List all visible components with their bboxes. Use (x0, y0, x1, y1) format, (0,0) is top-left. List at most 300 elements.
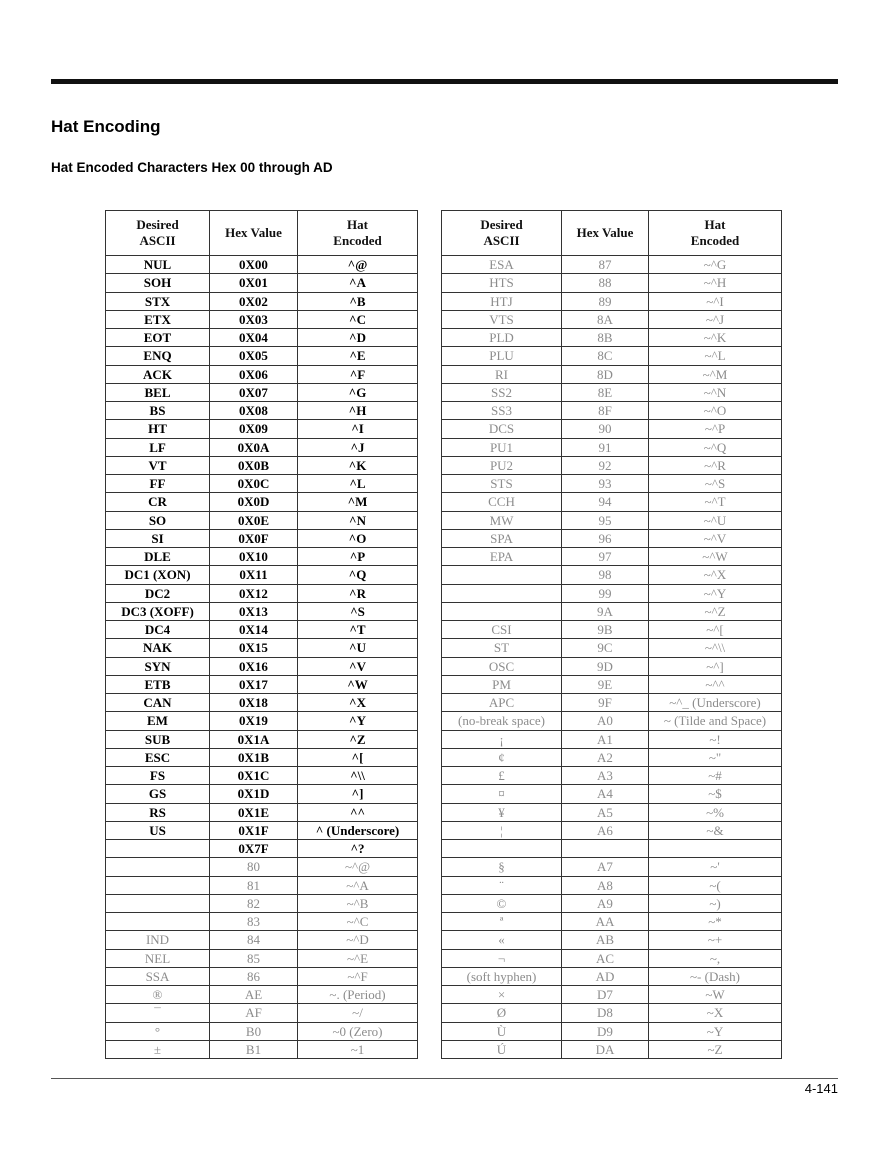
cell-hex-value: 87 (562, 256, 649, 274)
table-row (442, 584, 782, 602)
cell-hat-encoded: ^[ (298, 748, 418, 766)
cell-desired-ascii: ACK (106, 365, 210, 383)
cell-hat-encoded: ^^ (298, 803, 418, 821)
table-row (442, 767, 782, 785)
cell-hat-encoded: ^Y (298, 712, 418, 730)
table-row (106, 511, 418, 529)
cell-desired-ascii: £ (442, 767, 562, 785)
table-row (106, 730, 418, 748)
cell-hex-value: AC (562, 949, 649, 967)
table-row (442, 639, 782, 657)
cell-hex-value: 0X0D (210, 493, 298, 511)
cell-hat-encoded: ~^[ (649, 621, 782, 639)
cell-desired-ascii: HTJ (442, 292, 562, 310)
cell-hat-encoded: ^Q (298, 566, 418, 584)
table-row (442, 383, 782, 401)
header-hex-value (210, 211, 298, 256)
cell-hat-encoded: ^V (298, 657, 418, 675)
cell-desired-ascii: ESA (442, 256, 562, 274)
cell-hex-value: 9F (562, 694, 649, 712)
cell-hat-encoded: ^ (Underscore) (298, 821, 418, 839)
cell-desired-ascii: EM (106, 712, 210, 730)
cell-hex-value: AA (562, 913, 649, 931)
cell-hex-value: 0X06 (210, 365, 298, 383)
table-row (442, 438, 782, 456)
cell-hex-value: 86 (210, 967, 298, 985)
cell-desired-ascii: GS (106, 785, 210, 803)
table-row (106, 675, 418, 693)
cell-desired-ascii (442, 566, 562, 584)
cell-hat-encoded: ^C (298, 310, 418, 328)
cell-hex-value: B0 (210, 1022, 298, 1040)
cell-hex-value: 82 (210, 894, 298, 912)
table-row (442, 785, 782, 803)
table-row (106, 493, 418, 511)
table-row (106, 1040, 418, 1058)
cell-desired-ascii: LF (106, 438, 210, 456)
cell-hex-value: 0X18 (210, 694, 298, 712)
cell-hex-value: 0X7F (210, 840, 298, 858)
cell-desired-ascii: PLU (442, 347, 562, 365)
cell-hex-value: 88 (562, 274, 649, 292)
cell-hat-encoded: ~) (649, 894, 782, 912)
cell-hat-encoded: ~^W (649, 548, 782, 566)
table-row (106, 712, 418, 730)
cell-hat-encoded: ~^K (649, 329, 782, 347)
cell-hat-encoded: ^T (298, 621, 418, 639)
cell-desired-ascii: (no-break space) (442, 712, 562, 730)
cell-hat-encoded: ^D (298, 329, 418, 347)
cell-hex-value: 0X19 (210, 712, 298, 730)
table-row (442, 913, 782, 931)
cell-hat-encoded: ~^U (649, 511, 782, 529)
cell-hat-encoded: ~^C (298, 913, 418, 931)
cell-hex-value (562, 840, 649, 858)
cell-desired-ascii (442, 584, 562, 602)
cell-hat-encoded: ^G (298, 383, 418, 401)
cell-hat-encoded: ~& (649, 821, 782, 839)
table-row (106, 475, 418, 493)
header-line: Hat (347, 217, 368, 232)
cell-desired-ascii: SUB (106, 730, 210, 748)
cell-desired-ascii: DLE (106, 548, 210, 566)
cell-hat-encoded: ~^J (649, 310, 782, 328)
table-row (106, 548, 418, 566)
table-row (106, 365, 418, 383)
cell-desired-ascii: CSI (442, 621, 562, 639)
header-line: Hex Value (225, 225, 282, 240)
cell-hex-value: 0X08 (210, 402, 298, 420)
table-row (106, 913, 418, 931)
cell-hex-value: 0X09 (210, 420, 298, 438)
cell-hex-value: 0X0E (210, 511, 298, 529)
table-row (442, 256, 782, 274)
cell-desired-ascii: © (442, 894, 562, 912)
cell-hex-value: 83 (210, 913, 298, 931)
cell-hex-value: 0X10 (210, 548, 298, 566)
cell-hat-encoded: ^I (298, 420, 418, 438)
header-desired-ascii (442, 211, 562, 256)
cell-desired-ascii: SI (106, 529, 210, 547)
header-hex-value (562, 211, 649, 256)
cell-desired-ascii: STX (106, 292, 210, 310)
cell-hex-value: 90 (562, 420, 649, 438)
table-row (442, 931, 782, 949)
table-row (442, 840, 782, 858)
cell-desired-ascii: EPA (442, 548, 562, 566)
cell-desired-ascii: SOH (106, 274, 210, 292)
table-row (442, 548, 782, 566)
table-row (106, 621, 418, 639)
table-row (106, 949, 418, 967)
cell-desired-ascii: DC1 (XON) (106, 566, 210, 584)
cell-desired-ascii (106, 876, 210, 894)
cell-desired-ascii: IND (106, 931, 210, 949)
table-row (442, 420, 782, 438)
hat-encoding-table-right (441, 210, 782, 1059)
table-row (442, 274, 782, 292)
cell-hat-encoded: ^M (298, 493, 418, 511)
cell-desired-ascii: SSA (106, 967, 210, 985)
cell-hex-value: 85 (210, 949, 298, 967)
cell-hex-value: B1 (210, 1040, 298, 1058)
table-row (106, 931, 418, 949)
cell-hat-encoded: ~^Y (649, 584, 782, 602)
table-row (106, 566, 418, 584)
cell-hat-encoded: ~^P (649, 420, 782, 438)
cell-hex-value: A1 (562, 730, 649, 748)
cell-hex-value: 0X1D (210, 785, 298, 803)
header-hat-encoded (649, 211, 782, 256)
cell-desired-ascii: STS (442, 475, 562, 493)
table-row (106, 292, 418, 310)
cell-hat-encoded: ~Z (649, 1040, 782, 1058)
cell-hat-encoded: ^E (298, 347, 418, 365)
cell-desired-ascii: ¤ (442, 785, 562, 803)
table-row (106, 420, 418, 438)
cell-hex-value: 0X03 (210, 310, 298, 328)
cell-hat-encoded: ~- (Dash) (649, 967, 782, 985)
cell-desired-ascii: SS3 (442, 402, 562, 420)
cell-hex-value: 80 (210, 858, 298, 876)
cell-hex-value: 0X0B (210, 456, 298, 474)
cell-hex-value: 8E (562, 383, 649, 401)
table-row (442, 566, 782, 584)
cell-hat-encoded: ~X (649, 1004, 782, 1022)
cell-hat-encoded: ~^M (649, 365, 782, 383)
table-header-row (442, 211, 782, 256)
cell-desired-ascii: NAK (106, 639, 210, 657)
cell-hat-encoded: ^W (298, 675, 418, 693)
table-row (106, 310, 418, 328)
table-row (442, 402, 782, 420)
table-row (106, 438, 418, 456)
table-row (442, 1022, 782, 1040)
cell-hex-value: 98 (562, 566, 649, 584)
table-row (106, 529, 418, 547)
cell-desired-ascii: HTS (442, 274, 562, 292)
table-row (106, 1022, 418, 1040)
table-row (442, 456, 782, 474)
cell-hat-encoded: ~Y (649, 1022, 782, 1040)
cell-desired-ascii: SPA (442, 529, 562, 547)
cell-hex-value: AD (562, 967, 649, 985)
cell-desired-ascii (106, 858, 210, 876)
cell-hex-value: A7 (562, 858, 649, 876)
cell-desired-ascii: EOT (106, 329, 210, 347)
cell-desired-ascii: ¦ (442, 821, 562, 839)
table-row (442, 1004, 782, 1022)
cell-hat-encoded: ~ (Tilde and Space) (649, 712, 782, 730)
cell-hat-encoded: ~^N (649, 383, 782, 401)
cell-desired-ascii (442, 602, 562, 620)
cell-hat-encoded: ~^V (649, 529, 782, 547)
cell-desired-ascii: SO (106, 511, 210, 529)
cell-hat-encoded: ~" (649, 748, 782, 766)
cell-desired-ascii: ESC (106, 748, 210, 766)
cell-hat-encoded: ~^I (649, 292, 782, 310)
cell-desired-ascii: ETB (106, 675, 210, 693)
cell-hex-value: 0X01 (210, 274, 298, 292)
cell-hat-encoded: ^K (298, 456, 418, 474)
cell-hat-encoded: ^N (298, 511, 418, 529)
cell-hex-value: 96 (562, 529, 649, 547)
cell-hex-value: AB (562, 931, 649, 949)
table-row (106, 383, 418, 401)
cell-hex-value: D8 (562, 1004, 649, 1022)
cell-hat-encoded: ^H (298, 402, 418, 420)
cell-hat-encoded: ~$ (649, 785, 782, 803)
cell-desired-ascii (106, 894, 210, 912)
cell-hex-value: 0X1A (210, 730, 298, 748)
cell-hex-value: 99 (562, 584, 649, 602)
cell-hat-encoded: ~% (649, 803, 782, 821)
header-line: Encoded (690, 233, 740, 248)
table-row (106, 256, 418, 274)
cell-desired-ascii: Ø (442, 1004, 562, 1022)
table-row (442, 511, 782, 529)
cell-hat-encoded: ~! (649, 730, 782, 748)
table-row (442, 347, 782, 365)
cell-desired-ascii (442, 840, 562, 858)
cell-desired-ascii: SYN (106, 657, 210, 675)
cell-hex-value: A9 (562, 894, 649, 912)
cell-hex-value: 0X04 (210, 329, 298, 347)
cell-desired-ascii: ¡ (442, 730, 562, 748)
cell-hat-encoded: ~0 (Zero) (298, 1022, 418, 1040)
cell-hat-encoded: ~' (649, 858, 782, 876)
cell-desired-ascii: ST (442, 639, 562, 657)
cell-hat-encoded: ~^D (298, 931, 418, 949)
cell-hat-encoded: ^? (298, 840, 418, 858)
table-row (106, 986, 418, 1004)
cell-hex-value: 84 (210, 931, 298, 949)
cell-hat-encoded: ^O (298, 529, 418, 547)
cell-hat-encoded: ~^G (649, 256, 782, 274)
cell-desired-ascii: ° (106, 1022, 210, 1040)
cell-desired-ascii: US (106, 821, 210, 839)
cell-hat-encoded: ^S (298, 602, 418, 620)
cell-hex-value: 0X1C (210, 767, 298, 785)
table-row (106, 602, 418, 620)
cell-desired-ascii: DC3 (XOFF) (106, 602, 210, 620)
table-row (106, 840, 418, 858)
table-row (442, 529, 782, 547)
table-row (442, 821, 782, 839)
cell-desired-ascii: (soft hyphen) (442, 967, 562, 985)
cell-hat-encoded (649, 840, 782, 858)
table-row (106, 274, 418, 292)
table-row (442, 475, 782, 493)
cell-hat-encoded: ^L (298, 475, 418, 493)
table-row (442, 694, 782, 712)
cell-desired-ascii: DC4 (106, 621, 210, 639)
header-line: Desired (136, 217, 179, 232)
cell-hat-encoded: ^F (298, 365, 418, 383)
cell-hex-value: 94 (562, 493, 649, 511)
cell-hex-value: A6 (562, 821, 649, 839)
page-subtitle: Hat Encoded Characters Hex 00 through AD (51, 160, 333, 175)
cell-hat-encoded: ~W (649, 986, 782, 1004)
cell-hat-encoded: ~^A (298, 876, 418, 894)
cell-hat-encoded: ~^F (298, 967, 418, 985)
table-row (106, 584, 418, 602)
cell-desired-ascii: CAN (106, 694, 210, 712)
table-header-row (106, 211, 418, 256)
cell-desired-ascii: MW (442, 511, 562, 529)
cell-desired-ascii: NUL (106, 256, 210, 274)
table-row (106, 402, 418, 420)
header-desired-ascii (106, 211, 210, 256)
table-row (442, 292, 782, 310)
table-row (442, 748, 782, 766)
cell-hat-encoded: ~. (Period) (298, 986, 418, 1004)
cell-hex-value: 0X14 (210, 621, 298, 639)
cell-hex-value: A3 (562, 767, 649, 785)
cell-desired-ascii (106, 913, 210, 931)
cell-hex-value: AE (210, 986, 298, 1004)
table-row (106, 1004, 418, 1022)
cell-desired-ascii: SS2 (442, 383, 562, 401)
cell-desired-ascii: FF (106, 475, 210, 493)
cell-hat-encoded: ^P (298, 548, 418, 566)
table-row (106, 821, 418, 839)
table-row (442, 329, 782, 347)
cell-hex-value: 0X0A (210, 438, 298, 456)
table-row (442, 894, 782, 912)
cell-desired-ascii: Ù (442, 1022, 562, 1040)
cell-hex-value: 9A (562, 602, 649, 620)
cell-hex-value: 92 (562, 456, 649, 474)
cell-desired-ascii: RI (442, 365, 562, 383)
cell-hat-encoded: ~* (649, 913, 782, 931)
cell-desired-ascii: RS (106, 803, 210, 821)
cell-hex-value: 0X12 (210, 584, 298, 602)
cell-desired-ascii: OSC (442, 657, 562, 675)
cell-desired-ascii: × (442, 986, 562, 1004)
header-line: Hat (704, 217, 726, 232)
cell-desired-ascii: ETX (106, 310, 210, 328)
cell-desired-ascii: FS (106, 767, 210, 785)
cell-desired-ascii: ¬ (442, 949, 562, 967)
table-row (442, 803, 782, 821)
cell-hat-encoded: ~+ (649, 931, 782, 949)
header-line: ASCII (483, 233, 520, 248)
cell-hat-encoded: ^\\ (298, 767, 418, 785)
cell-hex-value: 0X17 (210, 675, 298, 693)
table-row (106, 876, 418, 894)
cell-hat-encoded: ^@ (298, 256, 418, 274)
cell-desired-ascii: CR (106, 493, 210, 511)
cell-desired-ascii: VTS (442, 310, 562, 328)
cell-desired-ascii: DC2 (106, 584, 210, 602)
cell-desired-ascii: HT (106, 420, 210, 438)
cell-hat-encoded: ~1 (298, 1040, 418, 1058)
table-row (442, 730, 782, 748)
cell-desired-ascii: ¨ (442, 876, 562, 894)
cell-hex-value: 93 (562, 475, 649, 493)
table-row (106, 639, 418, 657)
cell-hat-encoded: ~^^ (649, 675, 782, 693)
cell-desired-ascii: « (442, 931, 562, 949)
table-row (442, 858, 782, 876)
cell-hex-value: 0X16 (210, 657, 298, 675)
cell-desired-ascii: BEL (106, 383, 210, 401)
cell-hex-value: 9D (562, 657, 649, 675)
cell-hex-value: 95 (562, 511, 649, 529)
cell-hex-value: 0X1B (210, 748, 298, 766)
cell-hex-value: 0X13 (210, 602, 298, 620)
cell-hex-value: A0 (562, 712, 649, 730)
cell-hat-encoded: ~^B (298, 894, 418, 912)
cell-hat-encoded: ^A (298, 274, 418, 292)
cell-hex-value: 0X02 (210, 292, 298, 310)
header-line: Desired (480, 217, 523, 232)
cell-hat-encoded: ~^] (649, 657, 782, 675)
cell-hat-encoded: ^Z (298, 730, 418, 748)
cell-desired-ascii: APC (442, 694, 562, 712)
cell-hex-value: 0X07 (210, 383, 298, 401)
table-row (442, 621, 782, 639)
cell-hat-encoded: ~^R (649, 456, 782, 474)
cell-hex-value: 81 (210, 876, 298, 894)
cell-hex-value: 0X11 (210, 566, 298, 584)
cell-hex-value: 0X1E (210, 803, 298, 821)
cell-hat-encoded: ~/ (298, 1004, 418, 1022)
cell-desired-ascii: ¯ (106, 1004, 210, 1022)
cell-desired-ascii: NEL (106, 949, 210, 967)
page-title: Hat Encoding (51, 117, 161, 136)
footer-rule (51, 1078, 838, 1079)
table-row (106, 329, 418, 347)
table-row (442, 493, 782, 511)
hat-encoding-table-left (105, 210, 418, 1059)
cell-hex-value: 91 (562, 438, 649, 456)
cell-hat-encoded: ~^\\ (649, 639, 782, 657)
table-row (106, 858, 418, 876)
cell-hex-value: D9 (562, 1022, 649, 1040)
cell-hex-value: 0X15 (210, 639, 298, 657)
cell-hat-encoded: ~^E (298, 949, 418, 967)
table-row (106, 657, 418, 675)
cell-desired-ascii: VT (106, 456, 210, 474)
cell-hat-encoded: ~^S (649, 475, 782, 493)
cell-desired-ascii: Ú (442, 1040, 562, 1058)
cell-hat-encoded: ~, (649, 949, 782, 967)
cell-desired-ascii (106, 840, 210, 858)
table-row (106, 803, 418, 821)
cell-hat-encoded: ~( (649, 876, 782, 894)
